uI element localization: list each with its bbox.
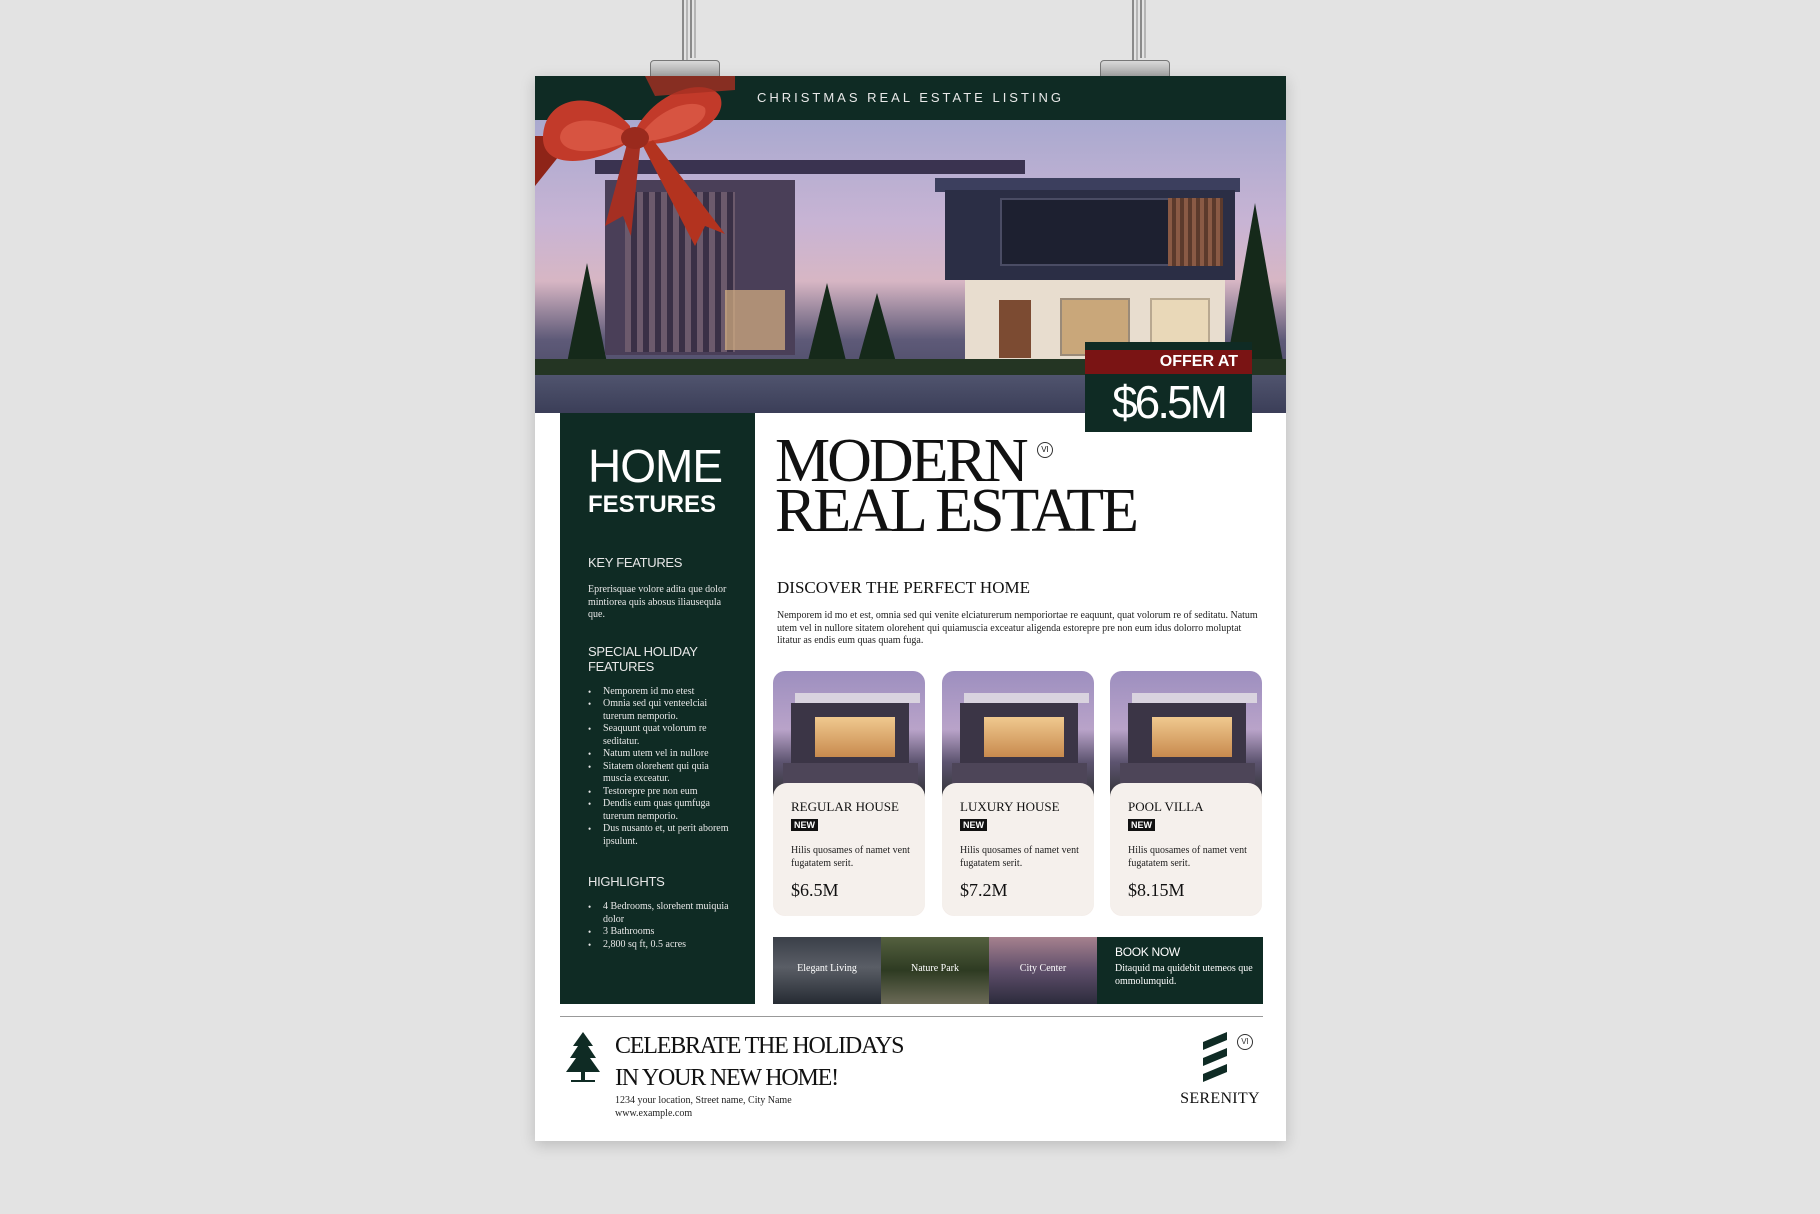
- subheading: DISCOVER THE PERFECT HOME: [777, 578, 1030, 597]
- card-description: Hilis quosames of namet vent fugatatem serit.: [960, 845, 1079, 869]
- card-photo: [942, 671, 1094, 801]
- highlights-list: [588, 901, 738, 951]
- property-card-luxury[interactable]: [942, 671, 1094, 916]
- amenities-strip: [773, 937, 1263, 1004]
- property-cards: [773, 671, 1263, 916]
- book-now-title: BOOK NOW: [1115, 945, 1180, 959]
- title-line-real-estate: REAL ESTATE: [775, 477, 1136, 545]
- website-link[interactable]: www.example.com: [615, 1107, 693, 1119]
- holiday-features-list: [588, 686, 738, 849]
- book-now-box[interactable]: [1097, 937, 1263, 1004]
- property-card-pool-villa[interactable]: [1110, 671, 1262, 916]
- title-mark: VI: [1037, 442, 1053, 458]
- contact-info: [615, 1095, 792, 1120]
- footer-headline-line2: IN YOUR NEW HOME!: [615, 1065, 838, 1091]
- list-item: • Seaquunt quat volorum re seditatur.: [588, 723, 738, 748]
- serenity-logo-icon: [1195, 1032, 1235, 1082]
- card-photo: [1110, 671, 1262, 801]
- holiday-features-heading: SPECIAL HOLIDAY FEATURES: [588, 643, 698, 674]
- list-item: • Dus nusanto et, ut perit aborem ipsulunt.: [588, 823, 738, 848]
- card-price: $6.5M: [791, 880, 839, 900]
- new-badge: NEW: [960, 819, 987, 831]
- card-photo: [773, 671, 925, 801]
- tile-elegant-living: Elegant Living: [773, 937, 881, 1004]
- card-price: $8.15M: [1128, 880, 1185, 900]
- offer-box: [1085, 342, 1252, 432]
- divider: [560, 1016, 1263, 1017]
- tile-nature-park: Nature Park: [881, 937, 989, 1004]
- list-item: • Dendis eum quas qumfuga turerum nemporio.: [588, 798, 738, 823]
- sidebar-title-festures: FESTURES: [588, 491, 717, 518]
- footer-headline-line1: CELEBRATE THE HOLIDAYS: [615, 1033, 904, 1059]
- book-now-text: Ditaquid ma quidebit utemeos que ommolumquid.: [1115, 963, 1253, 987]
- list-item: • Omnia sed qui venteelciai turerum nemporio.: [588, 698, 738, 723]
- card-description: Hilis quosames of namet vent fugatatem serit.: [1128, 845, 1247, 869]
- list-item: • Sitatem olorehent qui quia muscia exceatur.: [588, 761, 738, 786]
- page-title: [775, 427, 1136, 545]
- list-item: • Natum utem vel in nullore: [588, 748, 738, 761]
- key-features-heading: KEY FEATURES: [588, 555, 683, 570]
- sidebar-title-home: HOME: [588, 440, 722, 492]
- pine-tree-icon: [563, 1032, 603, 1086]
- new-badge: NEW: [791, 819, 818, 831]
- list-item: • Nemporem id mo etest: [588, 686, 738, 699]
- footer-headline: [615, 1030, 903, 1094]
- address-text: 1234 your location, Street name, City Name: [615, 1095, 792, 1106]
- title-line-modern: MODERN: [775, 427, 1026, 495]
- features-sidebar: [560, 413, 755, 1004]
- card-name: LUXURY HOUSE: [960, 799, 1060, 814]
- property-card-regular[interactable]: [773, 671, 925, 916]
- list-item: • 3 Bathrooms: [588, 926, 738, 939]
- card-name: REGULAR HOUSE: [791, 799, 899, 814]
- list-item: • 2,800 sq ft, 0.5 acres: [588, 939, 738, 952]
- offer-price: $6.5M: [1112, 376, 1225, 428]
- listing-poster: [535, 76, 1286, 1141]
- card-description: Hilis quosames of namet vent fugatatem serit.: [791, 845, 910, 869]
- offer-label: OFFER AT: [1085, 350, 1252, 374]
- intro-paragraph: Nemporem id mo et est, omnia sed qui venite elciaturerum nemporiortae re eaquunt, quat volorum re of seditatu. Natum utem vel in nullore sitatem olorehent qui quiamuscia exceatur aligenda estorepre pre non eum idus dolorro moluptat litatur as endis eum quas quam fuga.: [777, 610, 1258, 646]
- highlights-heading: HIGHLIGHTS: [588, 874, 665, 889]
- tile-city-center: City Center: [989, 937, 1097, 1004]
- brand-mark: VI: [1237, 1034, 1253, 1050]
- list-item: • 4 Bedrooms, slorehent muiquia dolor: [588, 901, 738, 926]
- new-badge: NEW: [1128, 819, 1155, 831]
- ribbon-bow-icon: [535, 76, 735, 266]
- list-item: • Testorepre pre non eum: [588, 786, 738, 799]
- card-price: $7.2M: [960, 880, 1008, 900]
- card-name: POOL VILLA: [1128, 799, 1204, 814]
- key-features-text: Eprerisquae volore adita que dolor mintiorea quis abosus iliausequla que.: [588, 584, 727, 620]
- brand-name: SERENITY: [1180, 1090, 1260, 1107]
- top-banner: CHRISTMAS REAL ESTATE LISTING: [535, 76, 1286, 120]
